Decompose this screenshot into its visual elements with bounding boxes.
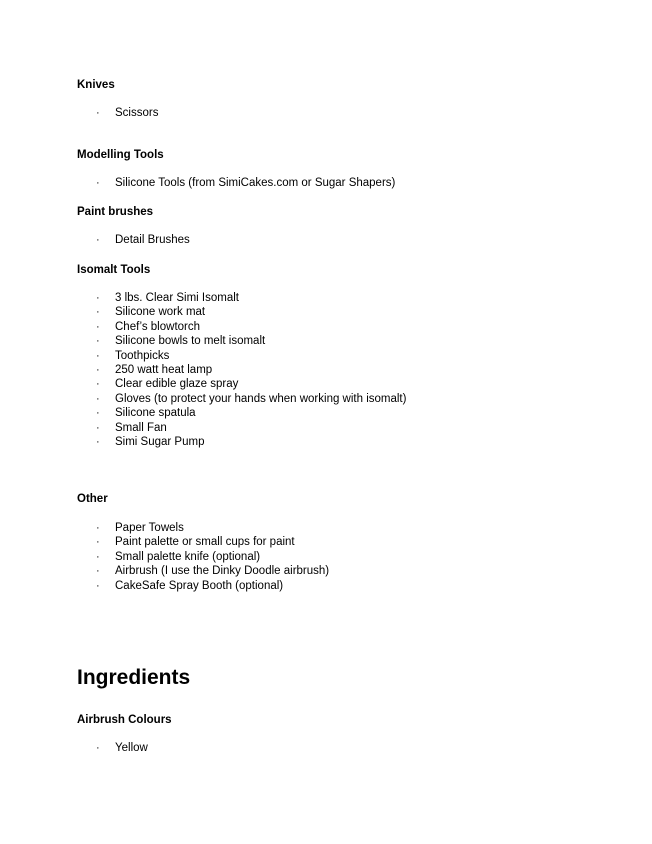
bullet: · — [96, 407, 100, 420]
bullet: · — [96, 349, 100, 362]
list-item-text: Clear edible glaze spray — [115, 378, 239, 391]
list-item-text: Simi Sugar Pump — [115, 435, 205, 448]
bullet: · — [96, 234, 100, 246]
list-item-text: Small palette knife (optional) — [115, 550, 261, 563]
bullet: · — [96, 536, 100, 549]
bullet: · — [96, 292, 100, 304]
section-heading-paint-brushes: Paint brushes — [77, 206, 154, 218]
bullet: · — [96, 320, 100, 333]
list-item-text: Chef’s blowtorch — [115, 320, 201, 333]
list-item-text: Gloves (to protect your hands when working with isomalt) — [115, 392, 407, 405]
section-heading-other: Other — [77, 493, 108, 505]
ingredients-title: Ingredients — [77, 666, 191, 689]
section-heading-modelling-tools: Modelling Tools — [77, 149, 164, 161]
bullet: · — [96, 335, 100, 348]
bullet: · — [96, 565, 100, 578]
bullet: · — [96, 378, 100, 391]
bullet: · — [96, 107, 100, 119]
bullet: · — [96, 522, 100, 534]
bullet: · — [96, 579, 100, 592]
section-heading-isomalt-tools: Isomalt Tools — [77, 264, 151, 276]
list-item-text: Yellow — [115, 742, 148, 754]
list-item-text: Toothpicks — [115, 349, 170, 362]
list-item-text: Small Fan — [115, 421, 167, 434]
list-item-text: Paint palette or small cups for paint — [115, 536, 295, 549]
list-item-text: Silicone Tools (from SimiCakes.com or Sugar Shapers) — [115, 177, 396, 189]
bullet: · — [96, 742, 100, 754]
section-heading-knives: Knives — [77, 79, 115, 91]
bullet: · — [96, 550, 100, 563]
list-item-text: Silicone spatula — [115, 407, 196, 420]
bullet: · — [96, 435, 100, 448]
list-item-text: CakeSafe Spray Booth (optional) — [115, 579, 284, 592]
section-heading-airbrush-colours: Airbrush Colours — [77, 714, 172, 726]
bullet: · — [96, 177, 100, 189]
list-item-text: Airbrush (I use the Dinky Doodle airbrush) — [115, 565, 330, 578]
bullet: · — [96, 421, 100, 434]
bullet: · — [96, 306, 100, 319]
list-item-text: Detail Brushes — [115, 234, 190, 246]
list-item-text: 3 lbs. Clear Simi Isomalt — [115, 292, 239, 304]
list-item-text: 250 watt heat lamp — [115, 363, 213, 376]
list-item-text: Scissors — [115, 107, 159, 119]
bullet: · — [96, 363, 100, 376]
list-item-text: Paper Towels — [115, 522, 184, 534]
bullet: · — [96, 392, 100, 405]
list-item-text: Silicone bowls to melt isomalt — [115, 335, 266, 348]
list-item-text: Silicone work mat — [115, 306, 206, 319]
